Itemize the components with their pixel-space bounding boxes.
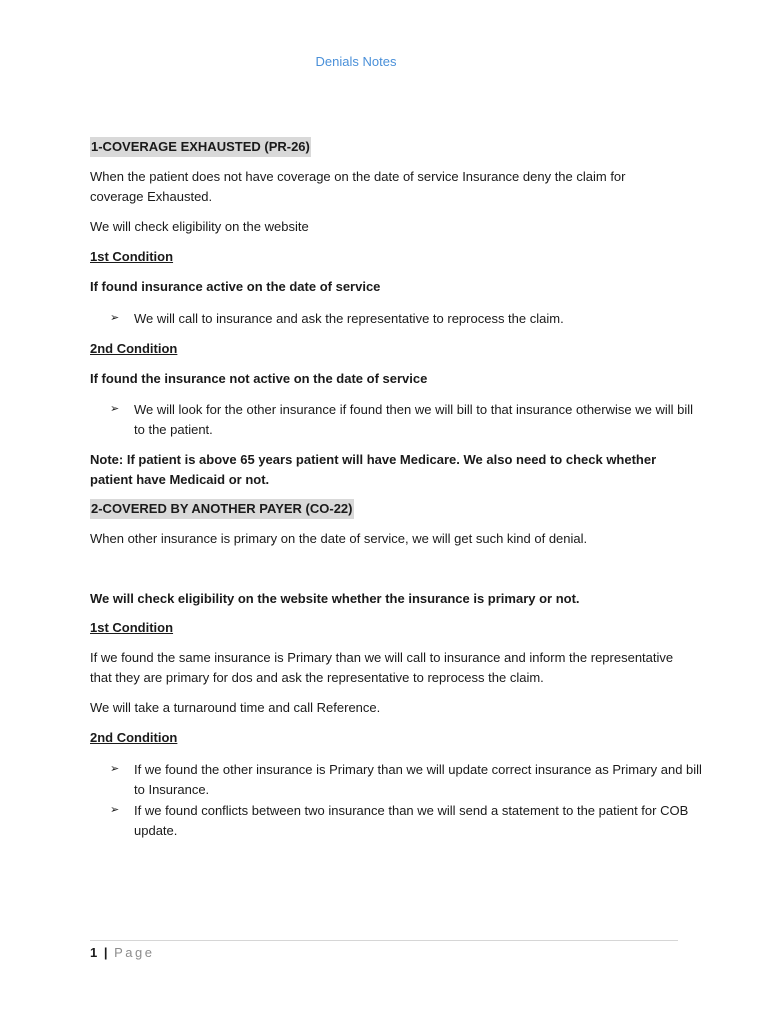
section1-check: We will check eligibility on the website (90, 219, 309, 234)
section1-condition2-label-wrap (90, 339, 680, 359)
section1-heading-wrap (90, 137, 680, 157)
section1-condition2-label: 2nd Condition (90, 341, 178, 356)
section1-condition2-bullet (110, 400, 704, 439)
section2-condition2-bullet-2 (110, 801, 704, 840)
footer-divider (90, 940, 678, 941)
section2-condition2-label: 2nd Condition (90, 730, 178, 745)
arrow-bullet-icon: ➢ (110, 312, 120, 324)
arrow-bullet-icon: ➢ (110, 804, 120, 816)
section1-condition2-text: If found the insurance not active on the date of service (90, 371, 428, 386)
section1-intro: When the patient does not have coverage on the date of service Insurance deny the claim for coverage Exhausted. (90, 169, 626, 204)
page-footer (90, 943, 155, 963)
section2-intro: When other insurance is primary on the date of service, we will get such kind of denial. (90, 531, 588, 546)
section2-condition1-label-wrap (90, 618, 680, 638)
section1-condition1-label-wrap (90, 247, 680, 267)
bullet-text: We will call to insurance and ask the representative to reprocess the claim. (134, 311, 564, 326)
bullet-text: If we found the other insurance is Primary than we will update correct insurance as Primary and bill to Insurance. (134, 762, 702, 797)
section2-condition2-bullet-1 (110, 760, 704, 799)
document-title: Denials Notes (315, 54, 397, 69)
section2-heading-wrap (90, 499, 680, 519)
section2-heading: 2-COVERED BY ANOTHER PAYER (CO-22) (90, 499, 354, 519)
bullet-text: We will look for the other insurance if found then we will bill to that insurance otherwise we will bill to the patient. (134, 402, 694, 437)
footer-separator: | (103, 945, 108, 960)
arrow-bullet-icon: ➢ (110, 403, 120, 415)
section2-turnaround: We will take a turnaround time and call Reference. (90, 700, 381, 715)
section1-condition1-bullet (110, 309, 704, 329)
page-number: 1 (90, 945, 98, 960)
section2-check: We will check eligibility on the website whether the insurance is primary or not. (90, 591, 580, 606)
section2-condition2-label-wrap (90, 728, 680, 748)
arrow-bullet-icon: ➢ (110, 763, 120, 775)
page-label: Page (114, 945, 155, 960)
bullet-text: If we found conflicts between two insurance than we will send a statement to the patient for COB update. (134, 803, 689, 838)
section2-condition1-text: If we found the same insurance is Primary than we will call to insurance and inform the representative that they are primary for dos and ask the representative to reprocess the claim. (90, 650, 674, 685)
section1-condition1-label: 1st Condition (90, 249, 174, 264)
section1-condition1-text: If found insurance active on the date of service (90, 279, 381, 294)
section1-heading: 1-COVERAGE EXHAUSTED (PR-26) (90, 137, 311, 157)
section2-condition1-label: 1st Condition (90, 620, 174, 635)
section1-note: Note: If patient is above 65 years patient will have Medicare. We also need to check whether patient have Medicaid or not. (90, 452, 657, 487)
